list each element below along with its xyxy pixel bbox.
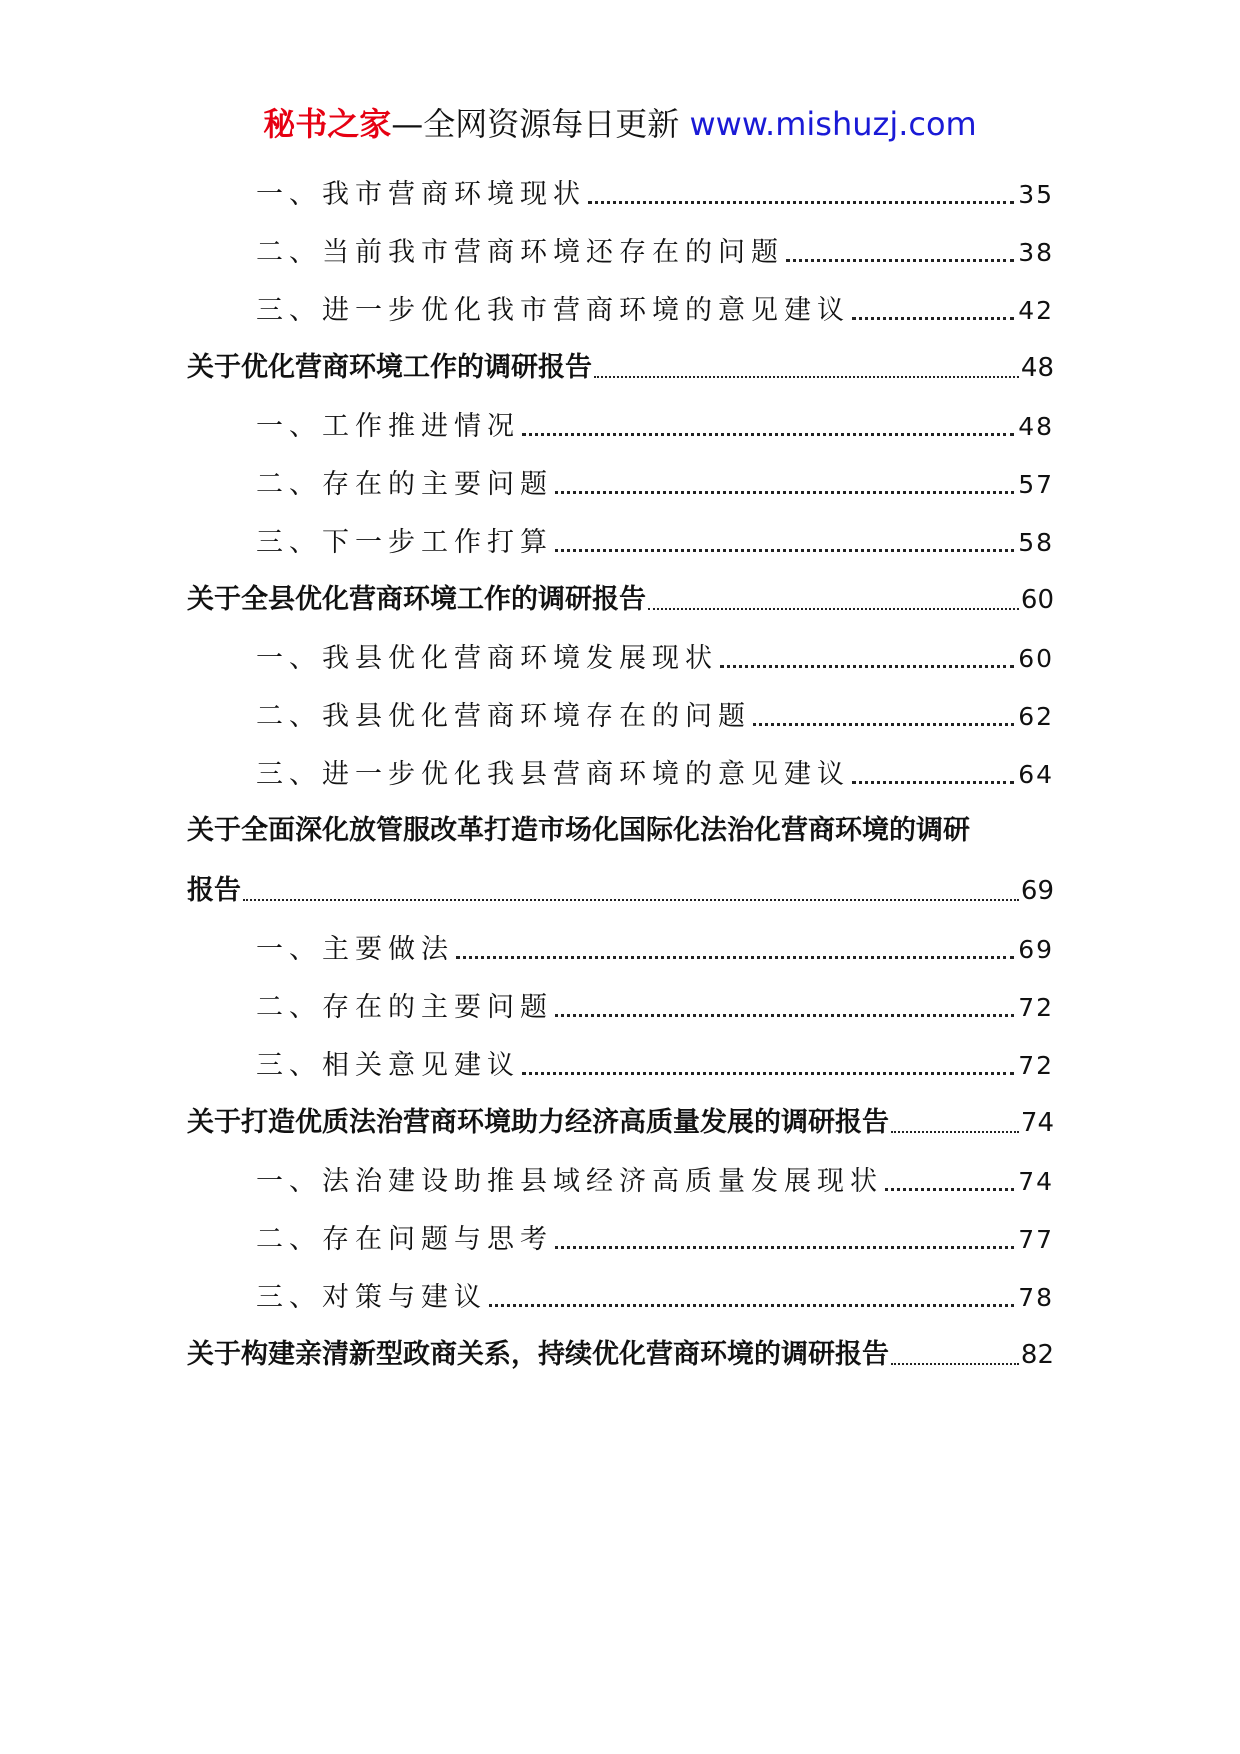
toc-entry[interactable] <box>256 636 1054 675</box>
toc-entry-title: 三、进一步优化我市营商环境的意见建议 <box>256 295 850 326</box>
toc-page-number: 60 <box>1018 644 1054 673</box>
toc-page-number: 82 <box>1020 1340 1054 1370</box>
brand-name: 秘书之家 <box>263 105 392 143</box>
header-url[interactable]: www.mishuzj.com <box>689 105 977 143</box>
toc-entry[interactable] <box>256 694 1054 733</box>
toc-page-number: 74 <box>1018 1167 1054 1196</box>
toc-page-number: 58 <box>1018 528 1054 557</box>
header-slogan: —全网资源每日更新 <box>391 105 690 143</box>
toc-page-number: 62 <box>1018 702 1054 731</box>
toc-page-number: 72 <box>1018 1051 1054 1080</box>
toc-chapter[interactable] <box>187 577 1054 616</box>
toc-entry[interactable] <box>256 1159 1054 1198</box>
toc-page-number: 38 <box>1018 238 1054 267</box>
toc-page-number: 57 <box>1018 470 1054 499</box>
toc-entry[interactable] <box>256 1043 1054 1082</box>
toc-leader-dots <box>852 317 1014 320</box>
toc-entry[interactable] <box>256 230 1054 269</box>
toc-entry-title: 一、我县优化营商环境发展现状 <box>256 643 718 674</box>
toc-chapter-title: 报告 <box>187 875 241 906</box>
toc-entry[interactable] <box>256 1275 1054 1314</box>
toc-entry-title: 二、存在的主要问题 <box>256 992 553 1023</box>
toc-page-number: 74 <box>1020 1108 1054 1138</box>
toc-leader-dots <box>594 376 1019 378</box>
toc-entry[interactable] <box>256 1217 1054 1256</box>
toc-leader-dots <box>555 1246 1014 1249</box>
toc-leader-dots <box>648 608 1019 610</box>
toc-page-number: 64 <box>1018 760 1054 789</box>
toc-leader-dots <box>720 665 1014 668</box>
toc-entry[interactable] <box>256 520 1054 559</box>
toc-page-number: 42 <box>1018 296 1054 325</box>
toc-page-number: 72 <box>1018 993 1054 1022</box>
toc-page-number: 35 <box>1018 180 1054 209</box>
toc-entry-title: 一、法治建设助推县域经济高质量发展现状 <box>256 1166 883 1197</box>
toc-leader-dots <box>891 1363 1019 1365</box>
toc-entry[interactable] <box>256 288 1054 327</box>
toc-entry-title: 二、我县优化营商环境存在的问题 <box>256 701 751 732</box>
toc-leader-dots <box>786 259 1014 262</box>
toc-page-number: 77 <box>1018 1225 1054 1254</box>
toc-entry[interactable] <box>256 404 1054 443</box>
toc-entry-title: 一、工作推进情况 <box>256 411 520 442</box>
toc-entry[interactable] <box>256 927 1054 966</box>
toc-leader-dots <box>522 1072 1014 1075</box>
toc-entry-title: 三、进一步优化我县营商环境的意见建议 <box>256 759 850 790</box>
toc-chapter-title: 关于打造优质法治营商环境助力经济高质量发展的调研报告 <box>187 1107 889 1138</box>
toc-chapter[interactable] <box>187 1100 1054 1139</box>
toc-entry-title: 一、主要做法 <box>256 934 454 965</box>
toc-entry-title: 一、我市营商环境现状 <box>256 179 586 210</box>
toc-page-number: 69 <box>1018 935 1054 964</box>
toc-chapter[interactable] <box>187 1332 1054 1371</box>
toc-entry-title: 二、存在问题与思考 <box>256 1224 553 1255</box>
toc-entry-title: 三、对策与建议 <box>256 1282 487 1313</box>
toc-leader-dots <box>885 1188 1014 1191</box>
toc-leader-dots <box>555 491 1014 494</box>
toc-leader-dots <box>555 1014 1014 1017</box>
toc-leader-dots <box>588 201 1014 204</box>
toc-entry-title: 二、存在的主要问题 <box>256 469 553 500</box>
toc-leader-dots <box>555 549 1014 552</box>
toc-leader-dots <box>489 1304 1014 1307</box>
toc-entry-title: 二、当前我市营商环境还存在的问题 <box>256 237 784 268</box>
toc-page-number: 78 <box>1018 1283 1054 1312</box>
toc-entry[interactable] <box>256 985 1054 1024</box>
toc-chapter-title: 关于优化营商环境工作的调研报告 <box>187 352 592 383</box>
toc-chapter[interactable] <box>187 868 1054 907</box>
toc-chapter-title: 关于全县优化营商环境工作的调研报告 <box>187 584 646 615</box>
toc-entry-title: 三、相关意见建议 <box>256 1050 520 1081</box>
toc-page-number: 48 <box>1020 353 1054 383</box>
toc-leader-dots <box>243 899 1019 901</box>
toc-entry[interactable] <box>256 752 1054 791</box>
toc-entry-title: 三、下一步工作打算 <box>256 527 553 558</box>
toc-entry[interactable] <box>256 172 1054 211</box>
toc-leader-dots <box>891 1131 1019 1133</box>
toc-page-number: 48 <box>1018 412 1054 441</box>
toc-leader-dots <box>456 956 1014 959</box>
toc-chapter-title: 关于构建亲清新型政商关系，持续优化营商环境的调研报告 <box>187 1339 889 1370</box>
toc-chapter-title-line1[interactable]: 关于全面深化放管服改革打造市场化国际化法治化营商环境的调研 <box>187 815 970 846</box>
toc-leader-dots <box>852 781 1014 784</box>
toc-entry[interactable] <box>256 462 1054 501</box>
toc-leader-dots <box>753 723 1014 726</box>
toc-page-number: 69 <box>1020 876 1054 906</box>
toc-leader-dots <box>522 433 1014 436</box>
toc-chapter[interactable] <box>187 345 1054 384</box>
toc-page-number: 60 <box>1020 585 1054 615</box>
